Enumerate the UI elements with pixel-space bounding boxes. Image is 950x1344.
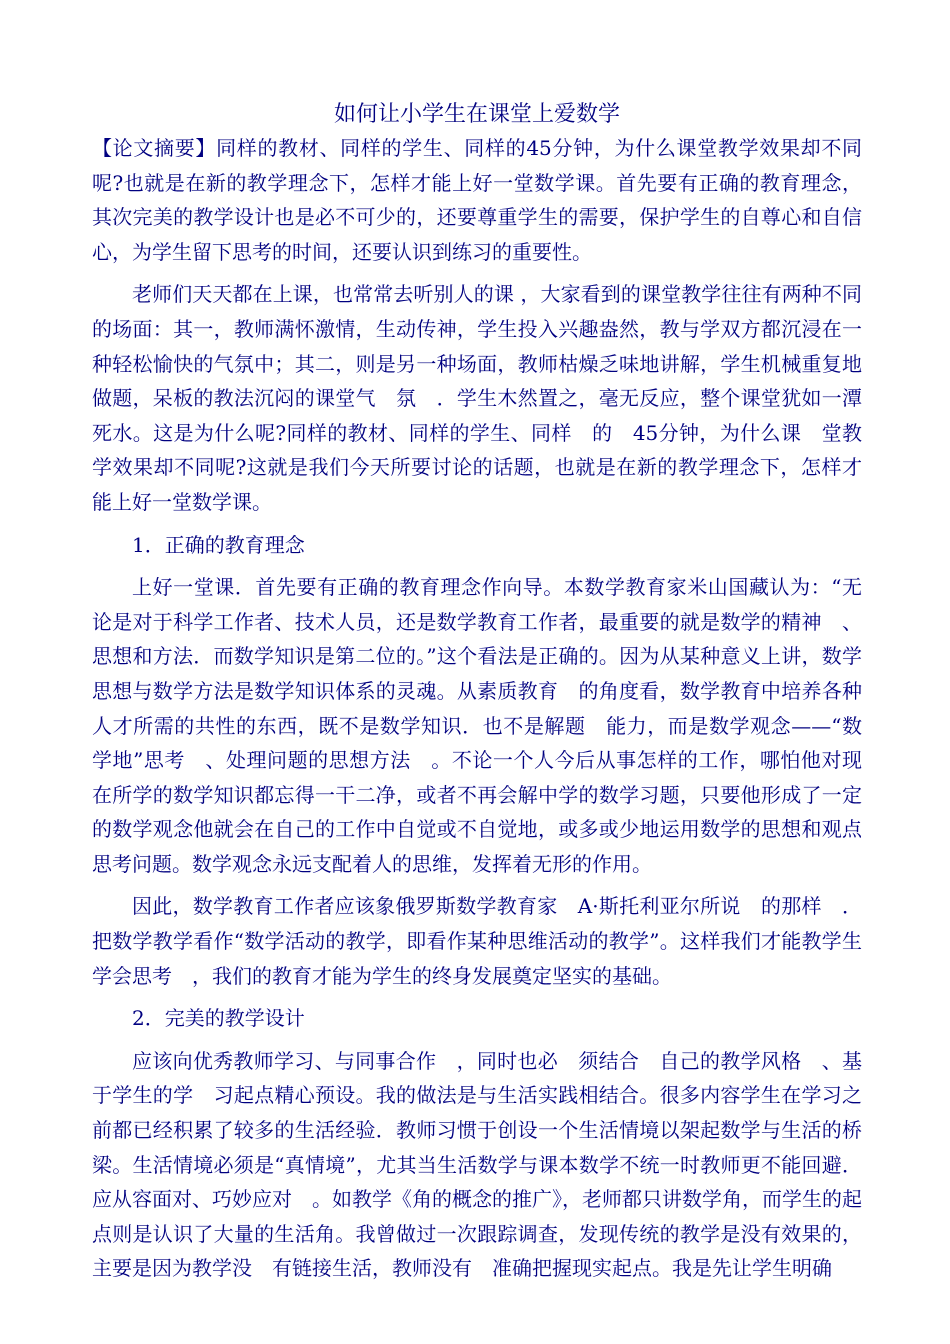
document-page — [92, 96, 862, 1286]
intro-paragraph: 老师们天天都在上课，也常常去听别人的课 ，大家看到的课堂教学往往有两种不同的场面：其一，教师满怀激情，生动传神，学生投入兴趣盎然，教与学双方都沉浸在一种轻松愉快的气氛中；其二，则是另一种场面，教师枯燥乏味地讲解，学生机械重复地做题，呆板的教法沉闷的课堂气 氛 ．学生木然置之，毫无反应，整个课堂犹如一潭死水。这是为什么呢?同样的教材、同样的学生、同样 的 45分钟，为什么课 堂教学效果却不同呢?这就是我们今天所要讨论的话题，也就是在新的教学理念下，怎样才能上好一堂数学课。 — [92, 282, 862, 514]
abstract-paragraph: 【论文摘要】同样的教材、同样的学生、同样的45分钟，为什么课堂教学效果却不同呢?也就是在新的教学理念下，怎样才能上好一堂数学课。首先要有正确的教育理念，其次完美的教学设计也是必不可少的，还要尊重学生的需要，保护学生的自尊心和自信心，为学生留下思考的时间，还要认识到练习的重要性。 — [92, 136, 862, 264]
section-2-paragraph-1: 应该向优秀教师学习、与同事合作 ，同时也必 须结合 自己的教学风格 、基于学生的学 习起点精心预设。我的做法是与生活实践相结合。很多内容学生在学习之前都已经积累了较多的生活经验．教师习惯于创设一个生活情境以架起数学与生活的桥梁。生活情境必须是“真情境”，尤其当生活数学与课本数学不统一时教师更不能回避．应从容面对、巧妙应对 。如教学《角的概念的推广》，老师都只讲数学角，而学生的起点则是认识了大量的生活角。我曾做过一次跟踪调查，发现传统的教学是没有效果的，主要是因为教学没 有链接生活，教师没有 准确把握现实起点。我是先让学生明确 — [92, 1048, 862, 1281]
document-title: 如何让小学生在课堂上爱数学 — [333, 102, 620, 127]
section-1-paragraph-1: 上好一堂课．首先要有正确的教育理念作向导。本数学教育家米山国藏认为：“无论是对于科学工作者、技术人员，还是数学教育工作者，最重要的就是数学的精神 、思想和方法．而数学知识是第二位的。”这个看法是正确的。因为从某种意义上讲，数学思想与数学方法是数学知识体系的灵魂。从素质教育 的角度看，数学教育中培养各种人才所需的共性的东西，既不是数学知识．也不是解题 能力，而是数学观念——“数学地”思考 、处理问题的思想方法 。不论一个人今后从事怎样的工作，哪怕他对现在所学的数学知识都忘得一干二净，或者不再会解中学的数学习题，只要他形成了一定的数学观念他就会在自己的工作中自觉或不自觉地，或多或少地运用数学的思想和观点思考问题。数学观念永远支配着人的思维，发挥着无形的作用。 — [92, 575, 862, 876]
section-2-heading: 2．完美的教学设计 — [132, 1006, 305, 1031]
section-1-paragraph-2: 因此，数学教育工作者应该象俄罗斯数学教育家 A·斯托利亚尔所说 的那样 ．把数学教学看作“数学活动的教学，即看作某种思维活动的教学”。这样我们才能教学生学会思考 ，我们的教育才能为学生的终身发展奠定坚实的基础。 — [92, 894, 862, 988]
section-1-heading: 1．正确的教育理念 — [132, 532, 305, 557]
